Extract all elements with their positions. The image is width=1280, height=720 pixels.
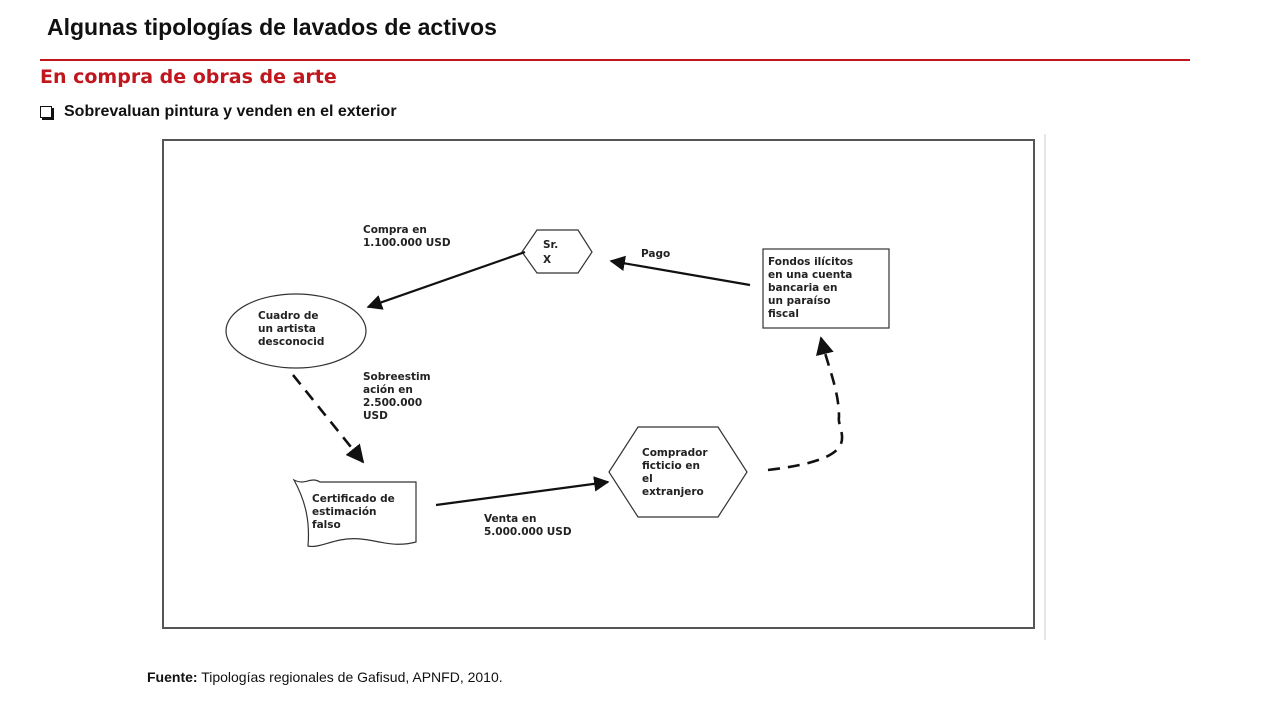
certificado-line-3: falso <box>312 519 341 531</box>
compra-line-2: 1.100.000 USD <box>363 237 451 249</box>
certificado-line-1: Certificado de <box>312 493 395 505</box>
sobreestimacion-line-2: ación en <box>363 384 413 396</box>
cuadro-line-3: desconocid <box>258 336 325 348</box>
comprador-line-3: el <box>642 473 653 485</box>
comprador-node <box>609 427 747 517</box>
section-heading: En compra de obras de arte <box>40 66 337 88</box>
fondos-line-1: Fondos ilícitos <box>768 256 854 268</box>
venta-line-2: 5.000.000 USD <box>484 526 572 538</box>
sobreestimacion-line-3: 2.500.000 <box>363 397 423 409</box>
sr-x-line-2: X <box>543 254 552 266</box>
source-label: Fuente: <box>147 669 198 685</box>
title-divider <box>40 59 1190 61</box>
fondos-line-3: bancaria en <box>768 282 838 294</box>
fondos-line-4: un paraíso <box>768 295 831 307</box>
money-laundering-diagram <box>150 132 1050 647</box>
cuadro-line-2: un artista <box>258 323 316 335</box>
comprador-line-1: Comprador <box>642 447 708 459</box>
sr-x-node <box>522 230 592 273</box>
bullet-item <box>40 103 397 121</box>
comprador-line-4: extranjero <box>642 486 704 498</box>
bullet-text: Sobrevaluan pintura y venden en el exterior <box>64 103 397 120</box>
source-citation <box>147 669 503 685</box>
venta-line-1: Venta en <box>484 513 537 525</box>
pago-label <box>641 248 670 260</box>
source-text: Tipologías regionales de Gafisud, APNFD, 2010. <box>197 669 503 685</box>
cuadro-label <box>258 310 324 348</box>
checkbox-bullet-icon <box>40 106 52 118</box>
cuadro-line-1: Cuadro de <box>258 310 319 322</box>
certificado-line-2: estimación <box>312 506 377 518</box>
sobreestimacion-line-1: Sobreestim <box>363 371 431 383</box>
compra-line-1: Compra en <box>363 224 427 236</box>
fondos-line-2: en una cuenta <box>768 269 853 281</box>
fondos-line-5: fiscal <box>768 308 799 320</box>
comprador-line-2: ficticio en <box>642 460 700 472</box>
sr-x-line-1: Sr. <box>543 239 559 251</box>
slide-title: Algunas tipologías de lavados de activos <box>47 14 497 40</box>
sobreestimacion-line-4: USD <box>363 410 388 422</box>
diagram-frame <box>163 140 1034 628</box>
pago-line-1: Pago <box>641 248 671 260</box>
